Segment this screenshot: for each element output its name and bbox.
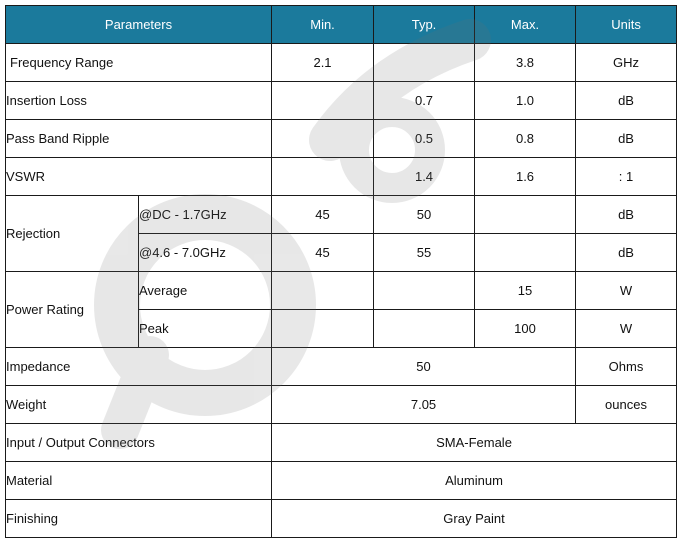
- power-peak-label: Peak: [139, 310, 272, 348]
- row-weight: [6, 386, 677, 424]
- pass-band-ripple-max: 0.8: [475, 120, 576, 158]
- power-peak-units: W: [576, 310, 677, 348]
- row-frequency-range: [6, 44, 677, 82]
- rejection-low-min: 45: [272, 196, 374, 234]
- finishing-value: Gray Paint: [272, 500, 677, 538]
- power-peak-max: 100: [475, 310, 576, 348]
- vswr-units: : 1: [576, 158, 677, 196]
- row-impedance: [6, 348, 677, 386]
- power-average-units: W: [576, 272, 677, 310]
- row-power-average: [6, 272, 677, 310]
- row-material: [6, 462, 677, 500]
- rejection-low-units: dB: [576, 196, 677, 234]
- insertion-loss-max: 1.0: [475, 82, 576, 120]
- row-pass-band-ripple: [6, 120, 677, 158]
- header-typ: Typ.: [374, 6, 475, 44]
- header-max: Max.: [475, 6, 576, 44]
- header-min: Min.: [272, 6, 374, 44]
- weight-label: Weight: [6, 386, 272, 424]
- finishing-label: Finishing: [6, 500, 272, 538]
- rejection-high-units: dB: [576, 234, 677, 272]
- header-units: Units: [576, 6, 677, 44]
- header-parameters: Parameters: [6, 6, 272, 44]
- weight-value: 7.05: [272, 386, 576, 424]
- power-average-min: [272, 272, 374, 310]
- row-insertion-loss: [6, 82, 677, 120]
- rejection-low-typ: 50: [374, 196, 475, 234]
- row-finishing: [6, 500, 677, 538]
- rejection-label: Rejection: [6, 196, 139, 272]
- rejection-low-label: @DC - 1.7GHz: [139, 196, 272, 234]
- rejection-high-min: 45: [272, 234, 374, 272]
- rejection-low-max: [475, 196, 576, 234]
- rejection-high-max: [475, 234, 576, 272]
- insertion-loss-min: [272, 82, 374, 120]
- rejection-high-typ: 55: [374, 234, 475, 272]
- material-value: Aluminum: [272, 462, 677, 500]
- power-peak-min: [272, 310, 374, 348]
- row-connectors: [6, 424, 677, 462]
- insertion-loss-label: Insertion Loss: [6, 82, 272, 120]
- frequency-range-units: GHz: [576, 44, 677, 82]
- frequency-range-label: Frequency Range: [6, 44, 272, 82]
- power-peak-typ: [374, 310, 475, 348]
- frequency-range-typ: [374, 44, 475, 82]
- specifications-table: [5, 5, 677, 538]
- power-average-label: Average: [139, 272, 272, 310]
- vswr-max: 1.6: [475, 158, 576, 196]
- insertion-loss-typ: 0.7: [374, 82, 475, 120]
- pass-band-ripple-label: Pass Band Ripple: [6, 120, 272, 158]
- impedance-units: Ohms: [576, 348, 677, 386]
- pass-band-ripple-units: dB: [576, 120, 677, 158]
- material-label: Material: [6, 462, 272, 500]
- power-average-typ: [374, 272, 475, 310]
- connectors-value: SMA-Female: [272, 424, 677, 462]
- power-average-max: 15: [475, 272, 576, 310]
- pass-band-ripple-min: [272, 120, 374, 158]
- insertion-loss-units: dB: [576, 82, 677, 120]
- power-rating-label: Power Rating: [6, 272, 139, 348]
- impedance-label: Impedance: [6, 348, 272, 386]
- vswr-label: VSWR: [6, 158, 272, 196]
- connectors-label: Input / Output Connectors: [6, 424, 272, 462]
- impedance-value: 50: [272, 348, 576, 386]
- pass-band-ripple-typ: 0.5: [374, 120, 475, 158]
- table-header-row: [6, 6, 677, 44]
- row-rejection-low: [6, 196, 677, 234]
- frequency-range-max: 3.8: [475, 44, 576, 82]
- rejection-high-label: @4.6 - 7.0GHz: [139, 234, 272, 272]
- vswr-typ: 1.4: [374, 158, 475, 196]
- frequency-range-min: 2.1: [272, 44, 374, 82]
- vswr-min: [272, 158, 374, 196]
- weight-units: ounces: [576, 386, 677, 424]
- row-vswr: [6, 158, 677, 196]
